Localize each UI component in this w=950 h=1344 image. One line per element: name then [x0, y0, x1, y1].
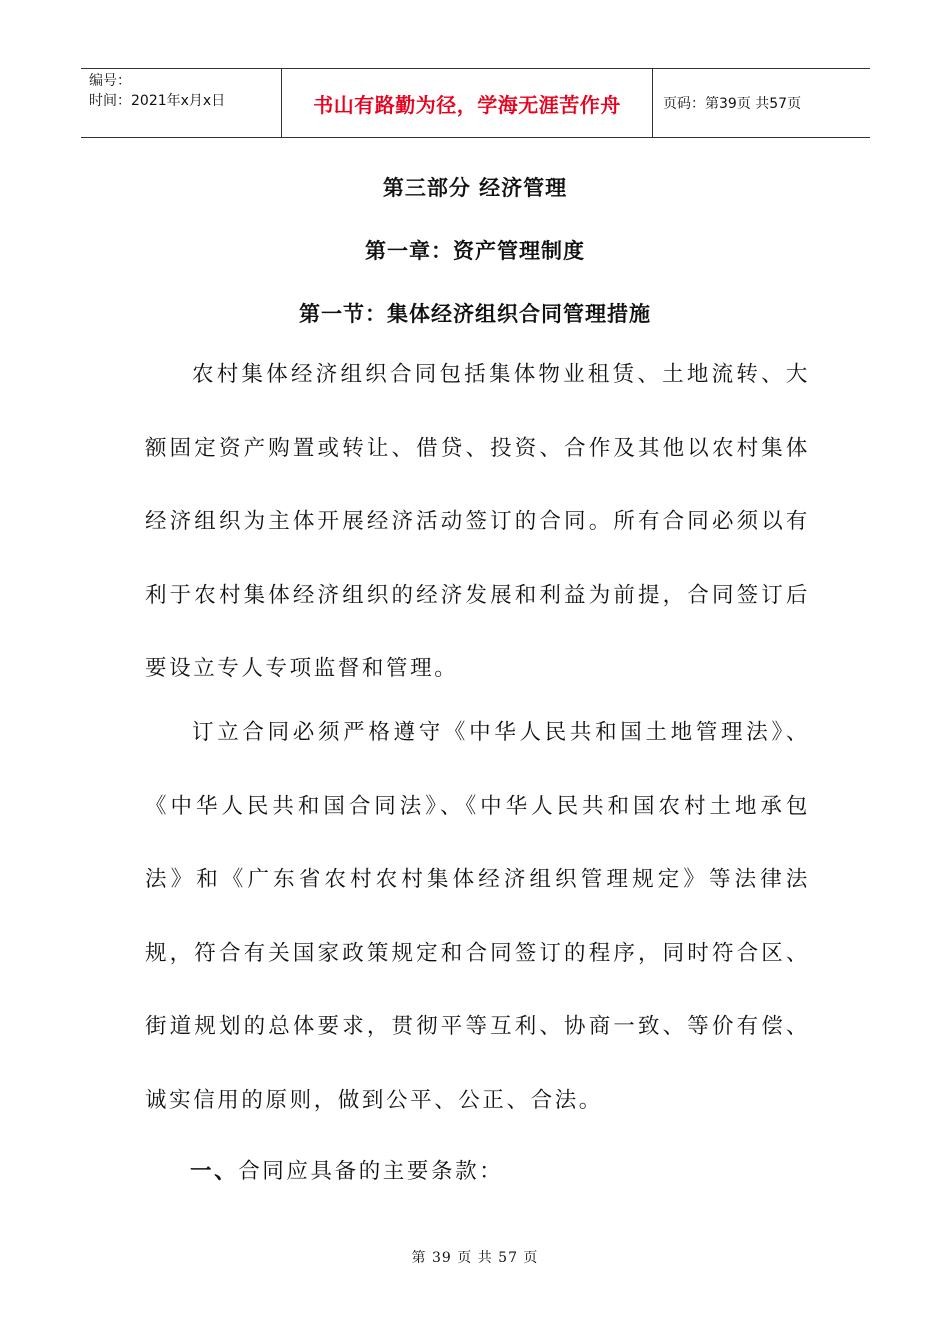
part-heading: 第三部分 经济管理 — [382, 176, 568, 200]
header-meta-cell — [81, 69, 282, 137]
header-motto-cell — [282, 69, 653, 137]
paragraph-2: 订立合同必须严格遵守《中华人民共和国土地管理法》、《中华人民共和国合同法》、《中华人民共和国农村土地承包法》和《广东省农村农村集体经济组织管理规定》等法律法规，符合有关国家政策规定和合同签订的程序，同时符合区、街道规划的总体要求，贯彻平等互利、协商一致、等价有偿、诚实信用的原则，做到公平、公正、合法。 — [145, 720, 810, 1113]
section-heading: 第一节：集体经济组织合同管理措施 — [299, 302, 651, 326]
list-item — [190, 1154, 503, 1185]
header-page-number: 页码：第39页 共57页 — [663, 96, 802, 112]
document-time-label: 时间：2021年x月x日 — [89, 93, 226, 109]
page-footer: 第 39 页 共 57 页 — [411, 1250, 539, 1266]
list-item-text: 合同应具备的主要条款： — [238, 1159, 504, 1184]
chapter-heading: 第一章：资产管理制度 — [365, 239, 585, 263]
header-page-cell — [653, 69, 870, 137]
list-item-number: 一、 — [190, 1159, 239, 1184]
paragraph-1: 农村集体经济组织合同包括集体物业租赁、土地流转、大额固定资产购置或转让、借贷、投资、合作及其他以农村集体经济组织为主体开展经济活动签订的合同。所有合同必须以有利于农村集体经济组织的经济发展和利益为前提，合同签订后要设立专人专项监督和管理。 — [145, 362, 810, 681]
header-motto: 书山有路勤为径，学海无涯苦作舟 — [313, 92, 621, 117]
document-number-label: 编号： — [89, 73, 131, 89]
document-header — [81, 68, 870, 138]
